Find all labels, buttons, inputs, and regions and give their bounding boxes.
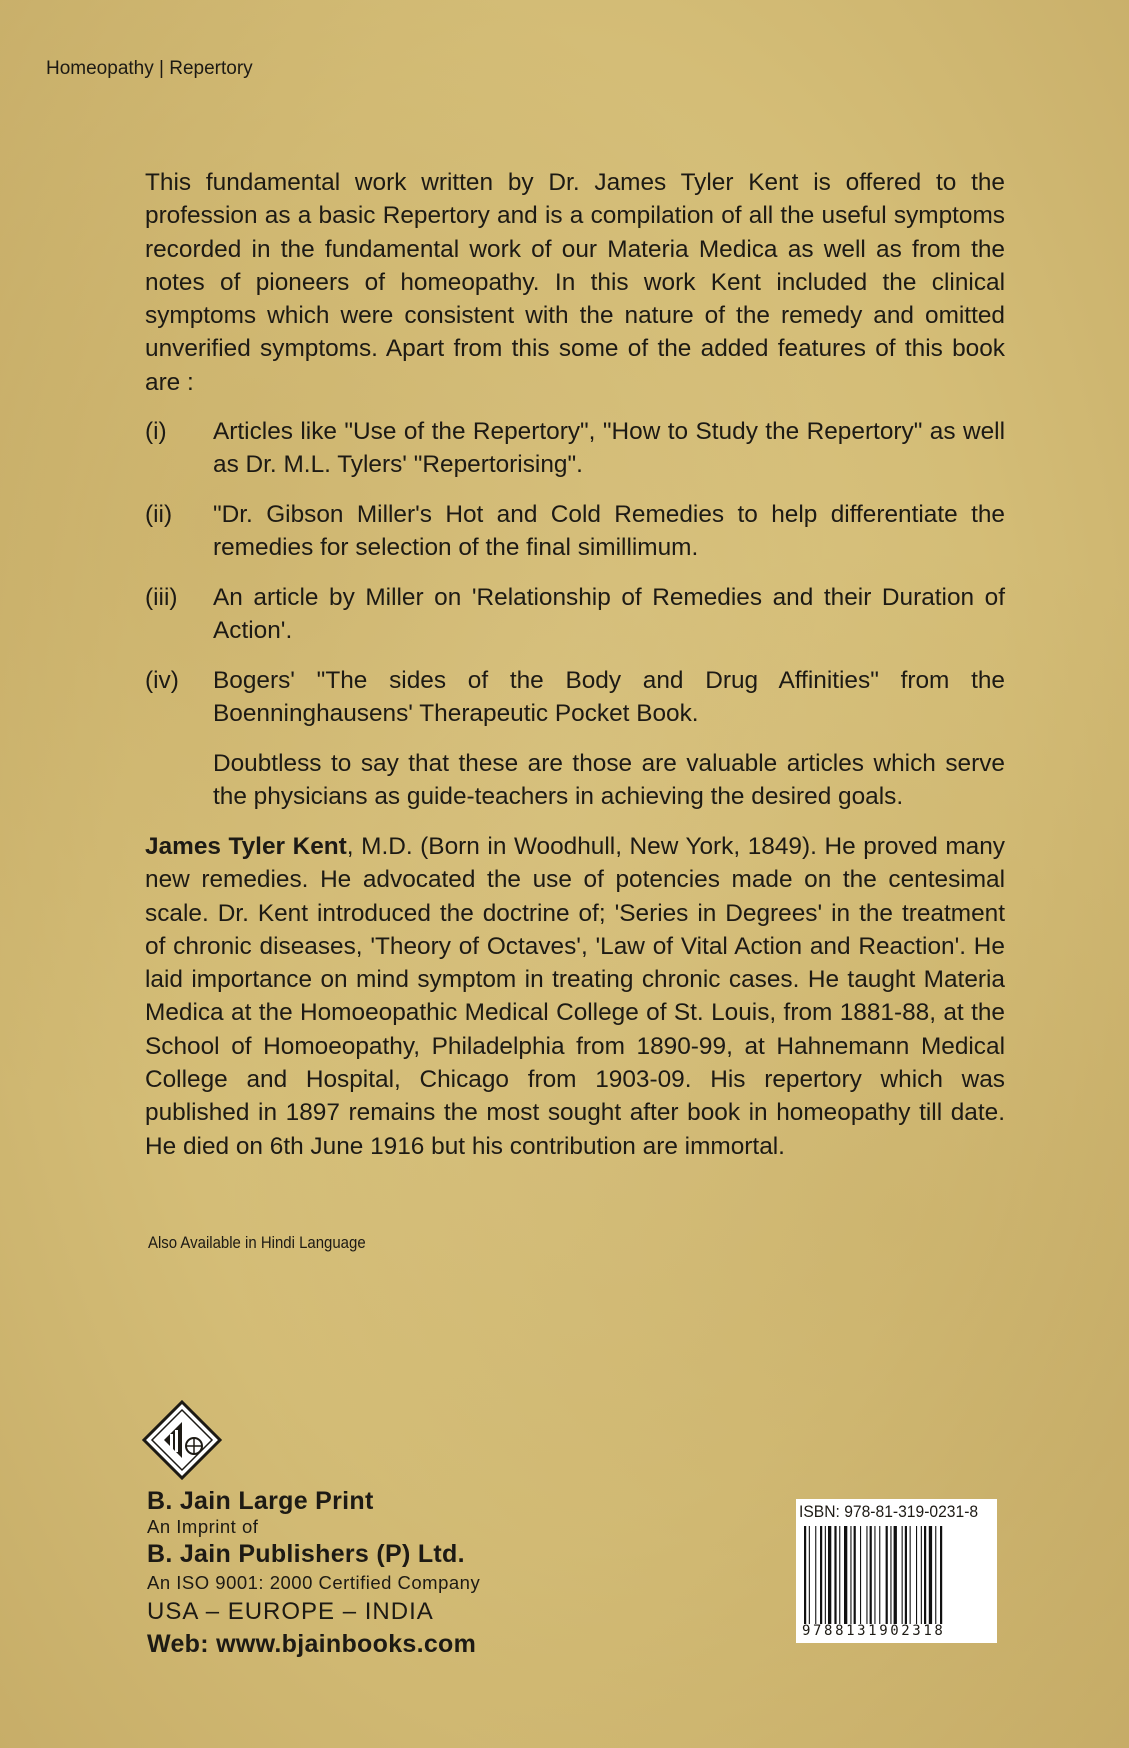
publisher-block <box>147 1487 480 1659</box>
feature-number: (iii) <box>145 584 178 611</box>
publisher-name: B. Jain Publishers (P) Ltd. <box>147 1540 465 1568</box>
barcode-icon <box>802 1526 992 1626</box>
intro-paragraph: This fundamental work written by Dr. James Tyler Kent is offered to the profession as a basic Repertory and is a compilation of all the useful symptoms recorded in the fundamental work of our Materia Medica as well as from the notes of pioneers of homeopathy. In this work Kent included the clinical symptoms which were consistent with the nature of the remedy and omitted unverified symptoms. Apart from this some of the added features of this book are : <box>145 169 1005 396</box>
regions-text: USA – EUROPE – INDIA <box>147 1598 434 1625</box>
feature-number: (iv) <box>145 667 179 694</box>
hindi-availability-note: Also Available in Hindi Language <box>148 1233 366 1252</box>
feature-number: (i) <box>145 418 167 445</box>
feature-text: "Dr. Gibson Miller's Hot and Cold Remedies to help differentiate the remedies for selection of the final simillimum. <box>213 501 1005 562</box>
feature-number: (ii) <box>145 501 173 528</box>
closing-paragraph: Doubtless to say that these are those are valuable articles which serve the physicians as guide-teachers in achieving the desired goals. <box>213 750 1005 811</box>
feature-text: Bogers' "The sides of the Body and Drug Affinities" from the Boenninghausens' Therapeutic Pocket Book. <box>213 667 1005 728</box>
isbn-label: ISBN: 978-81-319-0231-8 <box>799 1502 979 1521</box>
website-text: Web: www.bjainbooks.com <box>147 1630 477 1658</box>
feature-text: An article by Miller on 'Relationship of Remedies and their Duration of Action'. <box>213 584 1005 645</box>
imprint-name: B. Jain Large Print <box>147 1487 374 1515</box>
isbn-barcode-block <box>796 1499 997 1643</box>
barcode-digits: 9788131902318 <box>802 1623 946 1639</box>
category-label: Homeopathy | Repertory <box>46 58 253 79</box>
imprint-of-label: An Imprint of <box>147 1516 259 1537</box>
certification-text: An ISO 9001: 2000 Certified Company <box>147 1572 481 1593</box>
author-name: James Tyler Kent <box>145 833 347 860</box>
author-bio <box>145 830 1005 1163</box>
author-bio-text: , M.D. (Born in Woodhull, New York, 1849). He proved many new remedies. He advocated the use of potencies made on the centesimal scale. Dr. Kent introduced the doctrine of; 'Series in Degrees' in the treatment of chronic diseases, 'Theory of Octaves', 'Law of Vital Action and Reaction'. He laid importance on mind symptom in treating chronic cases. He taught Materia Medica at the Homoeopathic Medical College of St. Louis, from 1881-88, at the School of Homoeopathy, Philadelphia from 1890-99, at Hahnemann Medical College and Hospital, Chicago from 1903-09. His repertory which was published in 1897 remains the most sought after book in homeopathy till date. He died on 6th June 1916 but his contribution are immortal. <box>145 833 1005 1160</box>
feature-text: Articles like "Use of the Repertory", "How to Study the Repertory" as well as Dr. M.L. Tylers' "Repertorising". <box>213 418 1005 479</box>
publisher-logo-icon <box>142 1400 222 1480</box>
